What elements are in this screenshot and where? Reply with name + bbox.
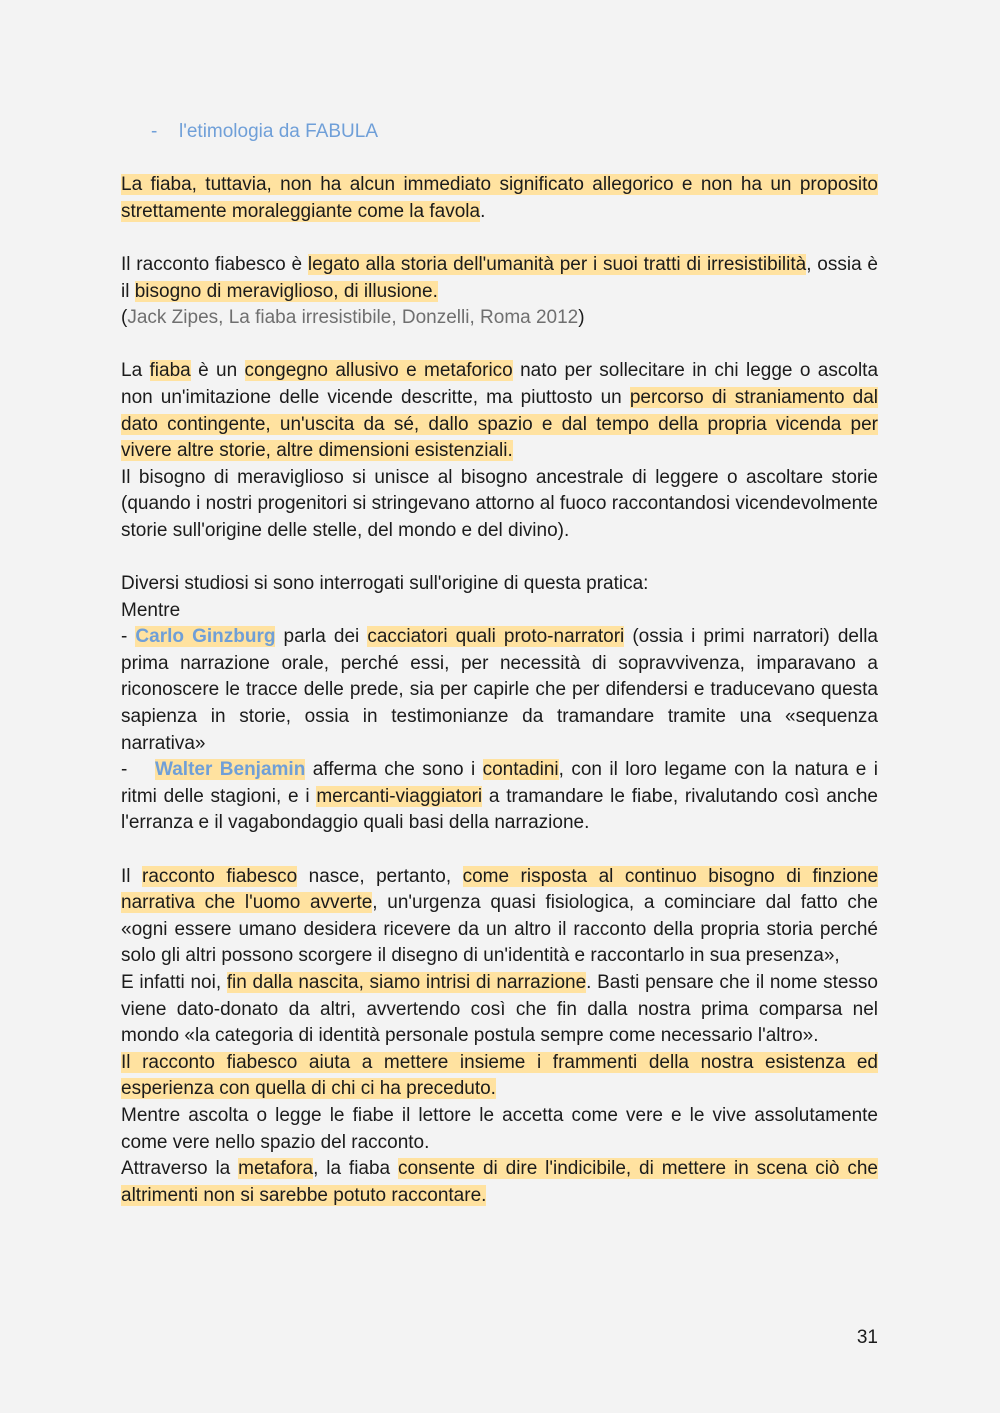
page-content — [121, 119, 878, 1209]
highlight: fin dalla nascita, siamo intrisi di narrazione — [226, 972, 587, 993]
text-run: è un — [190, 360, 245, 382]
list-dash: - — [121, 626, 136, 648]
text-run: (ossia i primi narratori) della prima narrazione orale, perché essi, per necessità di sopravvivenza, imparavano a riconoscere le tracce delle prede, sia per capirle che per difendersi e traducevano questa sapienza in storie, ossia in testimonianze da tramandare tramite una «sequenza narrativa» — [121, 626, 878, 754]
highlight: consente di dire l'indicibile, di mettere in scena ciò che altrimenti non si sarebbe potuto raccontare. — [121, 1158, 878, 1206]
text-run: , un'urgenza quasi fisiologica, a cominciare dal fatto che «ogni essere umano desidera ricevere da un altro il racconto della propria storia perché solo gli altri possono scorgere il disegno di un'identità e raccontarlo in sua presenza», — [121, 892, 878, 967]
paragraph-metafora — [121, 1156, 878, 1209]
text-run: nasce, pertanto, — [297, 865, 463, 887]
paragraph-mentre: Mentre — [121, 599, 181, 621]
paragraph-studiosi: Diversi studiosi si sono interrogati sull'origine di questa pratica: — [121, 573, 649, 595]
paragraph-infatti — [121, 970, 878, 1050]
citation-close: ) — [578, 307, 585, 329]
text-run: Il racconto fiabesco è — [121, 253, 308, 275]
text-run: La — [121, 360, 150, 382]
toc-list-item — [121, 119, 878, 146]
paragraph-congegno — [121, 358, 878, 464]
paragraph-nasce — [121, 864, 878, 970]
highlight: fiaba — [149, 360, 191, 382]
citation-open: ( — [121, 307, 128, 329]
author-name-benjamin: Walter Benjamin — [155, 759, 306, 781]
highlight: racconto fiabesco — [142, 865, 298, 887]
toc-item-text: l'etimologia da FABULA — [179, 121, 379, 142]
ginzburg-item — [121, 624, 878, 757]
paragraph-fiaba-definition — [121, 172, 878, 225]
highlight: legato alla storia dell'umanità per i suoi tratti di irresistibilità — [307, 253, 807, 275]
citation-text: Jack Zipes, La fiaba irresistibile, Donzelli, Roma 2012 — [127, 307, 579, 329]
highlight: contadini — [482, 759, 559, 781]
page-number: 31 — [856, 1327, 878, 1348]
paragraph-bisogno-meraviglioso: Il bisogno di meraviglioso si unisce al bisogno ancestrale di leggere o ascoltare storie (quando i nostri progenitori si stringevano attorno al fuoco raccontandosi vicendevolmente storie sull'origine delle stelle, del mondo e del divino). — [121, 466, 878, 541]
spacer — [121, 545, 878, 572]
text-run: afferma che sono i — [305, 759, 483, 781]
highlight: congegno allusivo e metaforico — [244, 360, 513, 382]
paragraph-racconto-fiabesco — [121, 252, 878, 305]
text-run: , ossia è il — [121, 253, 878, 302]
benjamin-item — [121, 757, 878, 837]
author-name-ginzburg: Carlo Ginzburg — [135, 626, 276, 648]
text-run: , con il loro legame con la natura e i ritmi delle stagioni, e i — [121, 759, 878, 807]
spacer — [121, 225, 878, 252]
highlight: bisogno di meraviglioso, di illusione. — [134, 280, 438, 302]
paragraph-frammenti — [121, 1050, 878, 1103]
highlight: Il racconto fiabesco aiuta a mettere insieme i frammenti della nostra esistenza ed esperienza con quella di chi ci ha preceduto. — [121, 1051, 878, 1100]
text-run: . — [480, 200, 486, 222]
text-run: nato per sollecitare in chi legge o ascolta non un'imitazione delle vicende descritte, ma piuttosto un — [121, 360, 879, 408]
list-dash: - — [151, 121, 158, 142]
highlight: mercanti-viaggiatori — [316, 785, 483, 807]
spacer — [121, 837, 878, 864]
text-run: a tramandare le fiabe, rivalutando così anche l'erranza e il vagabondaggio quali basi della narrazione. — [121, 785, 879, 834]
text-run: E infatti noi, — [121, 972, 227, 993]
text-run: , la fiaba — [313, 1158, 398, 1180]
text-run: parla dei — [275, 626, 368, 648]
paragraph-ascolta: Mentre ascolta o legge le fiabe il lettore le accetta come vere e le vive assolutamente come vere nello spazio del racconto. — [121, 1104, 878, 1153]
list-dash: - — [121, 759, 128, 781]
text-run: Il — [121, 865, 142, 887]
highlight: La fiaba, tuttavia, non ha alcun immediato significato allegorico e non ha un proposito strettamente moraleggiante come la favola — [121, 174, 878, 222]
highlight: metafora — [238, 1158, 314, 1180]
highlight: percorso di straniamento dal dato contingente, un'uscita da sé, dallo spazio e dal tempo della propria vicenda per vivere altre storie, altre dimensioni esistenziali. — [121, 386, 878, 462]
spacer — [121, 332, 878, 359]
text-run: . Basti pensare che il nome stesso viene dato-donato da altri, avvertendo così che fin dalla nostra prima comparsa nel mondo «la categoria di identità personale postula sempre come necessario l'altro». — [121, 972, 878, 1047]
text-run: Attraverso la — [121, 1158, 239, 1180]
highlight: cacciatori quali proto-narratori — [367, 626, 625, 648]
highlight: come risposta al continuo bisogno di finzione narrativa che l'uomo avverte — [121, 865, 879, 914]
citation — [121, 305, 878, 332]
spacer — [121, 146, 878, 173]
